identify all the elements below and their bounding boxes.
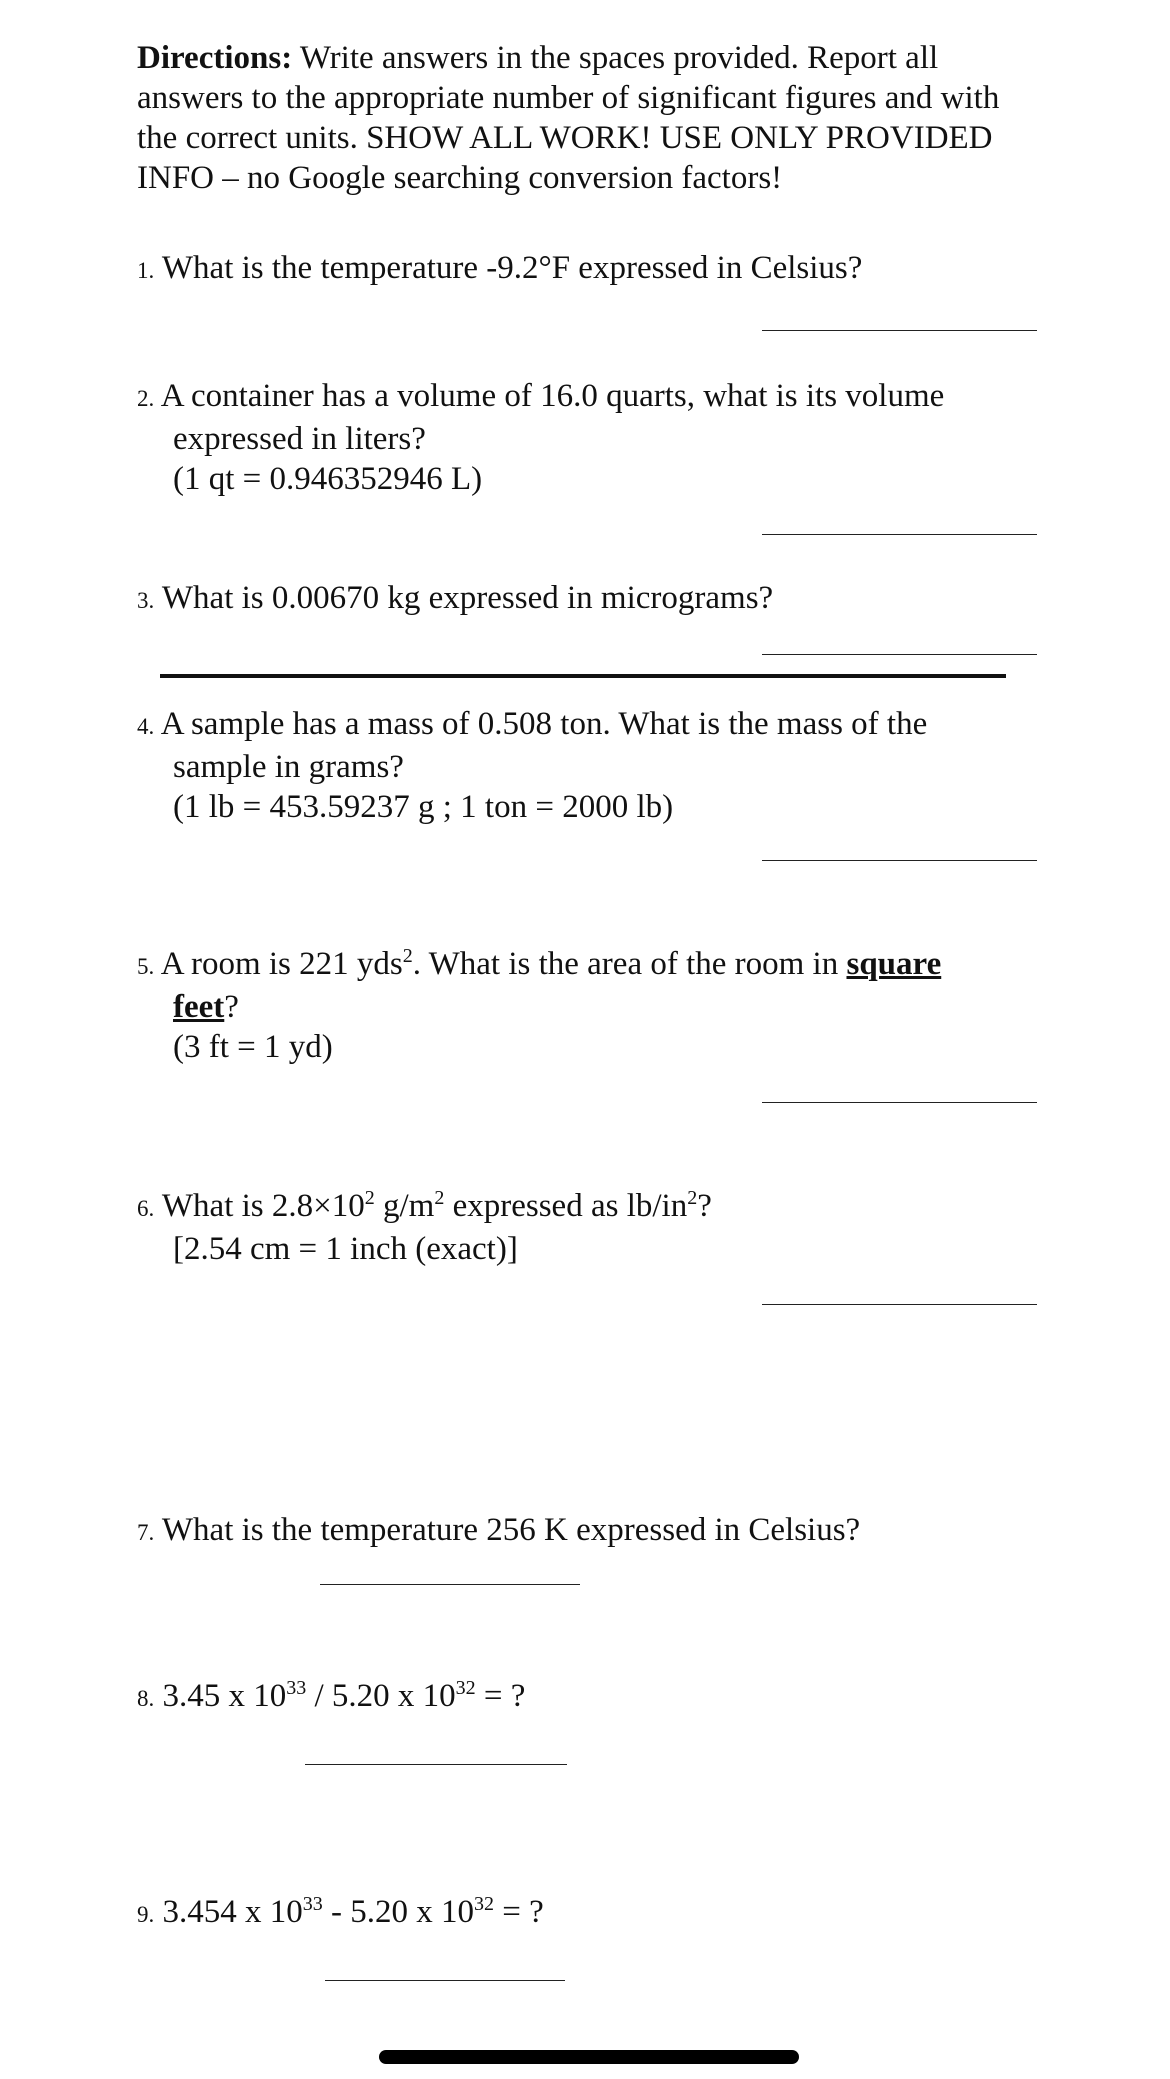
- section-divider: [160, 674, 1006, 678]
- expression-post: = ?: [475, 1678, 526, 1714]
- superscript: 2: [434, 1187, 445, 1209]
- answer-blank-5[interactable]: [762, 1102, 1037, 1103]
- emphasis-feet: feet: [173, 989, 225, 1025]
- question-7: [137, 1510, 860, 1553]
- question-number: 8.: [137, 1686, 155, 1711]
- question-text-post: ?: [697, 1188, 712, 1224]
- superscript: 2: [402, 945, 413, 967]
- conversion-factor: (1 lb = 453.59237 g ; 1 ton = 2000 lb): [173, 789, 674, 825]
- exponent: 32: [474, 1893, 494, 1915]
- answer-blank-4[interactable]: [762, 860, 1037, 861]
- expression-pre: 3.45 x 10: [162, 1678, 287, 1714]
- expression-post: = ?: [494, 1894, 544, 1930]
- expression-pre: 3.454 x 10: [162, 1894, 303, 1930]
- directions-paragraph: [137, 38, 1037, 198]
- question-text: What is the temperature 256 K expressed in Celsius?: [161, 1512, 861, 1548]
- question-text-post: ?: [224, 989, 239, 1025]
- exponent: 33: [302, 1893, 323, 1915]
- conversion-factor: (1 qt = 0.946352946 L): [173, 461, 483, 497]
- conversion-factor: [2.54 cm = 1 inch (exact)]: [173, 1231, 518, 1267]
- question-number: 9.: [137, 1902, 155, 1927]
- question-9: [137, 1892, 544, 1935]
- question-8: [137, 1676, 525, 1719]
- question-text-mid: . What is the area of the room in: [412, 946, 847, 982]
- question-text-line-2: expressed in liters?: [173, 421, 426, 457]
- question-number: 2.: [137, 386, 155, 411]
- superscript: 2: [364, 1187, 375, 1209]
- answer-blank-3[interactable]: [762, 654, 1037, 655]
- directions-text: Write answers in the spaces provided. Report all answers to the appropriate number of significant figures and with the correct units. SHOW ALL WORK! USE ONLY PROVIDED INFO – no Google searching conversion factors!: [137, 40, 1000, 196]
- question-text: What is 0.00670 kg expressed in micrograms?: [161, 580, 774, 616]
- question-number: 1.: [137, 258, 155, 283]
- question-text-line-1: A sample has a mass of 0.508 ton. What is the mass of the: [160, 706, 928, 742]
- question-text: What is the temperature -9.2°F expressed in Celsius?: [161, 250, 863, 286]
- answer-blank-9[interactable]: [325, 1980, 565, 1981]
- question-text-mid-1: g/m: [374, 1188, 435, 1224]
- exponent: 32: [455, 1677, 476, 1699]
- superscript: 2: [687, 1187, 698, 1209]
- expression-mid: - 5.20 x 10: [322, 1894, 474, 1930]
- question-text-pre: A room is 221 yds: [160, 946, 403, 982]
- question-text-mid-2: expressed as lb/in: [444, 1188, 688, 1224]
- directions-label: Directions:: [137, 40, 293, 76]
- question-6: [137, 1186, 712, 1269]
- answer-blank-1[interactable]: [762, 330, 1037, 331]
- exponent: 33: [286, 1677, 307, 1699]
- question-number: 4.: [137, 714, 155, 739]
- question-2: [137, 376, 944, 499]
- answer-blank-7[interactable]: [320, 1584, 580, 1585]
- emphasis-square: square: [846, 946, 942, 982]
- question-number: 7.: [137, 1520, 155, 1545]
- question-1: [137, 248, 862, 291]
- question-number: 5.: [137, 954, 155, 979]
- question-text-line-2: sample in grams?: [173, 749, 404, 785]
- answer-blank-6[interactable]: [762, 1304, 1037, 1305]
- home-indicator[interactable]: [379, 2050, 799, 2064]
- expression-mid: / 5.20 x 10: [306, 1678, 456, 1714]
- answer-blank-2[interactable]: [762, 534, 1037, 535]
- answer-blank-8[interactable]: [305, 1764, 567, 1765]
- question-text-pre: What is 2.8×10: [161, 1188, 365, 1224]
- question-3: [137, 578, 773, 621]
- conversion-factor: (3 ft = 1 yd): [173, 1029, 333, 1065]
- question-number: 6.: [137, 1196, 155, 1221]
- question-5: [137, 944, 941, 1067]
- question-text-line-1: A container has a volume of 16.0 quarts, what is its volume: [160, 378, 945, 414]
- question-4: [137, 704, 927, 827]
- question-number: 3.: [137, 588, 155, 613]
